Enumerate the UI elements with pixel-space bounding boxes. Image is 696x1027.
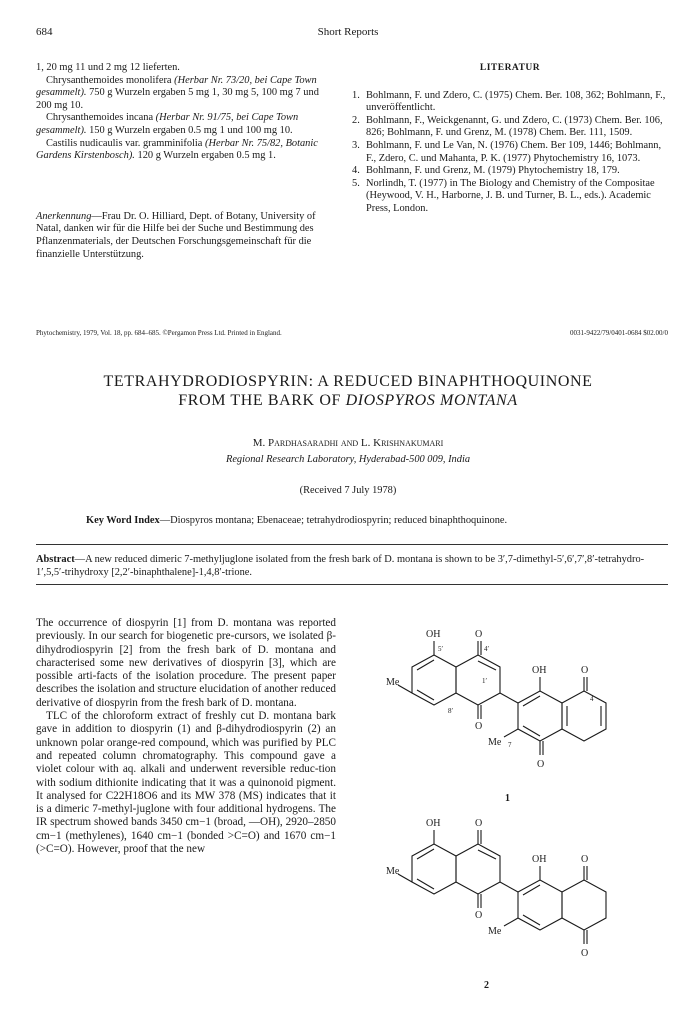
svg-text:4: 4 <box>590 695 594 703</box>
divider <box>36 544 668 545</box>
oxygen-label: O <box>581 854 589 865</box>
running-head: Short Reports <box>317 26 379 38</box>
oxygen-label: O <box>475 629 483 640</box>
authors: M. Pardhasaradhi and L. Krishnakumari <box>252 437 444 449</box>
oxygen-label: O <box>581 948 589 959</box>
svg-text:1′: 1′ <box>482 677 488 685</box>
oxygen-label: O <box>475 910 483 921</box>
affiliation: Regional Research Laboratory, Hyderabad-500 009, India <box>225 454 471 465</box>
journal-imprint: Phytochemistry, 1979, Vol. 18, pp. 684–685. ©Pergamon Press Ltd. Printed in England. <box>36 329 282 337</box>
methyl-label: Me <box>488 926 502 937</box>
reference-item: 2. Bohlmann, F., Weickgenannt, G. und Zdero, C. (1973) Chem. Ber. 106, 826; Bohlmann, F. und Grenz, M. (1978) Chem. Ber. 111, 1509. <box>352 114 663 139</box>
prev-article-left-column <box>36 62 336 261</box>
reference-list <box>352 90 668 216</box>
svg-text:7: 7 <box>508 741 512 749</box>
oh-label: OH <box>426 818 441 829</box>
oxygen-label: O <box>537 759 545 770</box>
reference-item: 4. Bohlmann, F. und Grenz, M. (1979) Phytochemistry 18, 179. <box>352 165 620 177</box>
literature-section <box>352 62 668 216</box>
journal-code: 0031-9422/79/0401-0684 $02.00/0 <box>570 329 668 337</box>
keywords: Key Word Index—Diospyros montana; Ebenaceae; tetrahydrodiospyrin; reduced binaphthoquinone. <box>86 515 508 526</box>
abstract: Abstract—A new reduced dimeric 7-methyljuglone isolated from the fresh bark of D. montana is shown to be 3′,7-dimethyl-5′,6′,7′,8′-tetrahydro-1′,5,5′-trihydroxy [2,2′-binaphthalene]-1,4,8′-trione. <box>36 554 645 578</box>
structure-1-diagram <box>386 615 632 795</box>
oh-label: OH <box>532 854 547 865</box>
paragraph: 1, 20 mg 11 und 2 mg 12 lieferten. <box>36 62 180 73</box>
article-title: TETRAHYDRODIOSPYRIN: A REDUCED BINAPHTHOQUINONE FROM THE BARK OF DIOSPYROS MONTANA <box>103 373 593 409</box>
paragraph: Chrysanthemoides incana (Herbar Nr. 91/75, bei Cape Town gesammelt). 150 g Wurzeln ergaben 0.5 mg 1 und 100 mg 10. <box>36 112 299 136</box>
acknowledgement: Anerkennung—Frau Dr. O. Hilliard, Dept. of Botany, University of Natal, danken wir für die Hilfe bei der Suche und Bestimmung des Pflanzenmaterials, der Deutschen Forschungsgemeinschaft für die finanzielle Unterstützung. <box>36 210 316 260</box>
reference-item: 1. Bohlmann, F. und Zdero, C. (1975) Chem. Ber. 108, 362; Bohlmann, F., unveröffentlicht. <box>352 89 666 114</box>
structure-2-diagram <box>386 804 632 984</box>
structure-1-label: 1 <box>505 793 510 804</box>
paragraph: The occurrence of diospyrin [1] from D. montana was reported previously. In our search for biogenetic pre-cursors, we isolated β-dihydrodiospyrin [2] from the fresh bark of D. montana and characterised some new derivatives of diospyrin [3], which are possible arti-facts of the isolation procedure. The present paper describes the isolation and structure elucidation of another reduced derivative of diospyrin from the fresh bark of D. montana. <box>36 617 336 709</box>
svg-text:5′: 5′ <box>438 645 444 653</box>
svg-text:4′: 4′ <box>484 645 490 653</box>
article-body <box>36 617 336 856</box>
oh-label: OH <box>426 629 441 640</box>
svg-text:8′: 8′ <box>448 707 454 715</box>
oxygen-label: O <box>475 721 483 732</box>
methyl-label: Me <box>488 737 502 748</box>
reference-item: 3. Bohlmann, F. und Le Van, N. (1976) Chem. Ber 109, 1446; Bohlmann, F., Zdero, C. und Mahanta, P. K. (1977) Phytochemistry 16, 1073. <box>352 139 662 164</box>
paragraph: Chrysanthemoides monolifera (Herbar Nr. 73/20, bei Cape Town gesammelt). 750 g Wurzeln ergaben 5 mg 1, 30 mg 5, 100 mg 7 und 200 mg 10. <box>36 74 319 111</box>
page-number: 684 <box>36 26 53 38</box>
oxygen-label: O <box>475 818 483 829</box>
reference-item: 5. Norlindh, T. (1977) in The Biology and Chemistry of the Compositae (Heywood, V. H., Harborne, J. B. und Turner, B. L., eds.). Academic Press, London. <box>352 177 655 214</box>
methyl-label: Me <box>386 677 400 688</box>
oxygen-label: O <box>581 665 589 676</box>
literature-title: LITERATUR <box>479 63 541 73</box>
paragraph: TLC of the chloroform extract of freshly cut D. montana bark gave in addition to diospyrin (1) and β-dihydrodiospyrin (2) an unknown polar orange-red compound, which was purified by PLC and repeated column chromatography. This compound gave a violet colour with aq. alkali and underwent reversible reduc-tion with sodium dithionite indicating that it was a quinonoid pigment. It analysed for C22H18O6 and its MW 378 (MS) indicates that it is a dimeric 7-methyl-juglone with four additional hydrogens. The IR spectrum showed bands 3450 cm−1 (broad, —OH), 2920–2850 cm−1 (methylenes), 1640 cm−1 (bonded >C=O) and 1670 cm−1 (>C=O). However, proof that the new <box>36 710 336 856</box>
paragraph: Castilis nudicaulis var. gramminifolia (Herbar Nr. 75/82, Botanic Gardens Kirstenbosch). 120 g Wurzeln ergaben 0.5 mg 1. <box>36 137 318 162</box>
divider <box>36 584 668 585</box>
structure-2-label: 2 <box>484 980 489 991</box>
received-date: (Received 7 July 1978) <box>299 485 397 496</box>
oh-label: OH <box>532 665 547 676</box>
methyl-label: Me <box>386 866 400 877</box>
